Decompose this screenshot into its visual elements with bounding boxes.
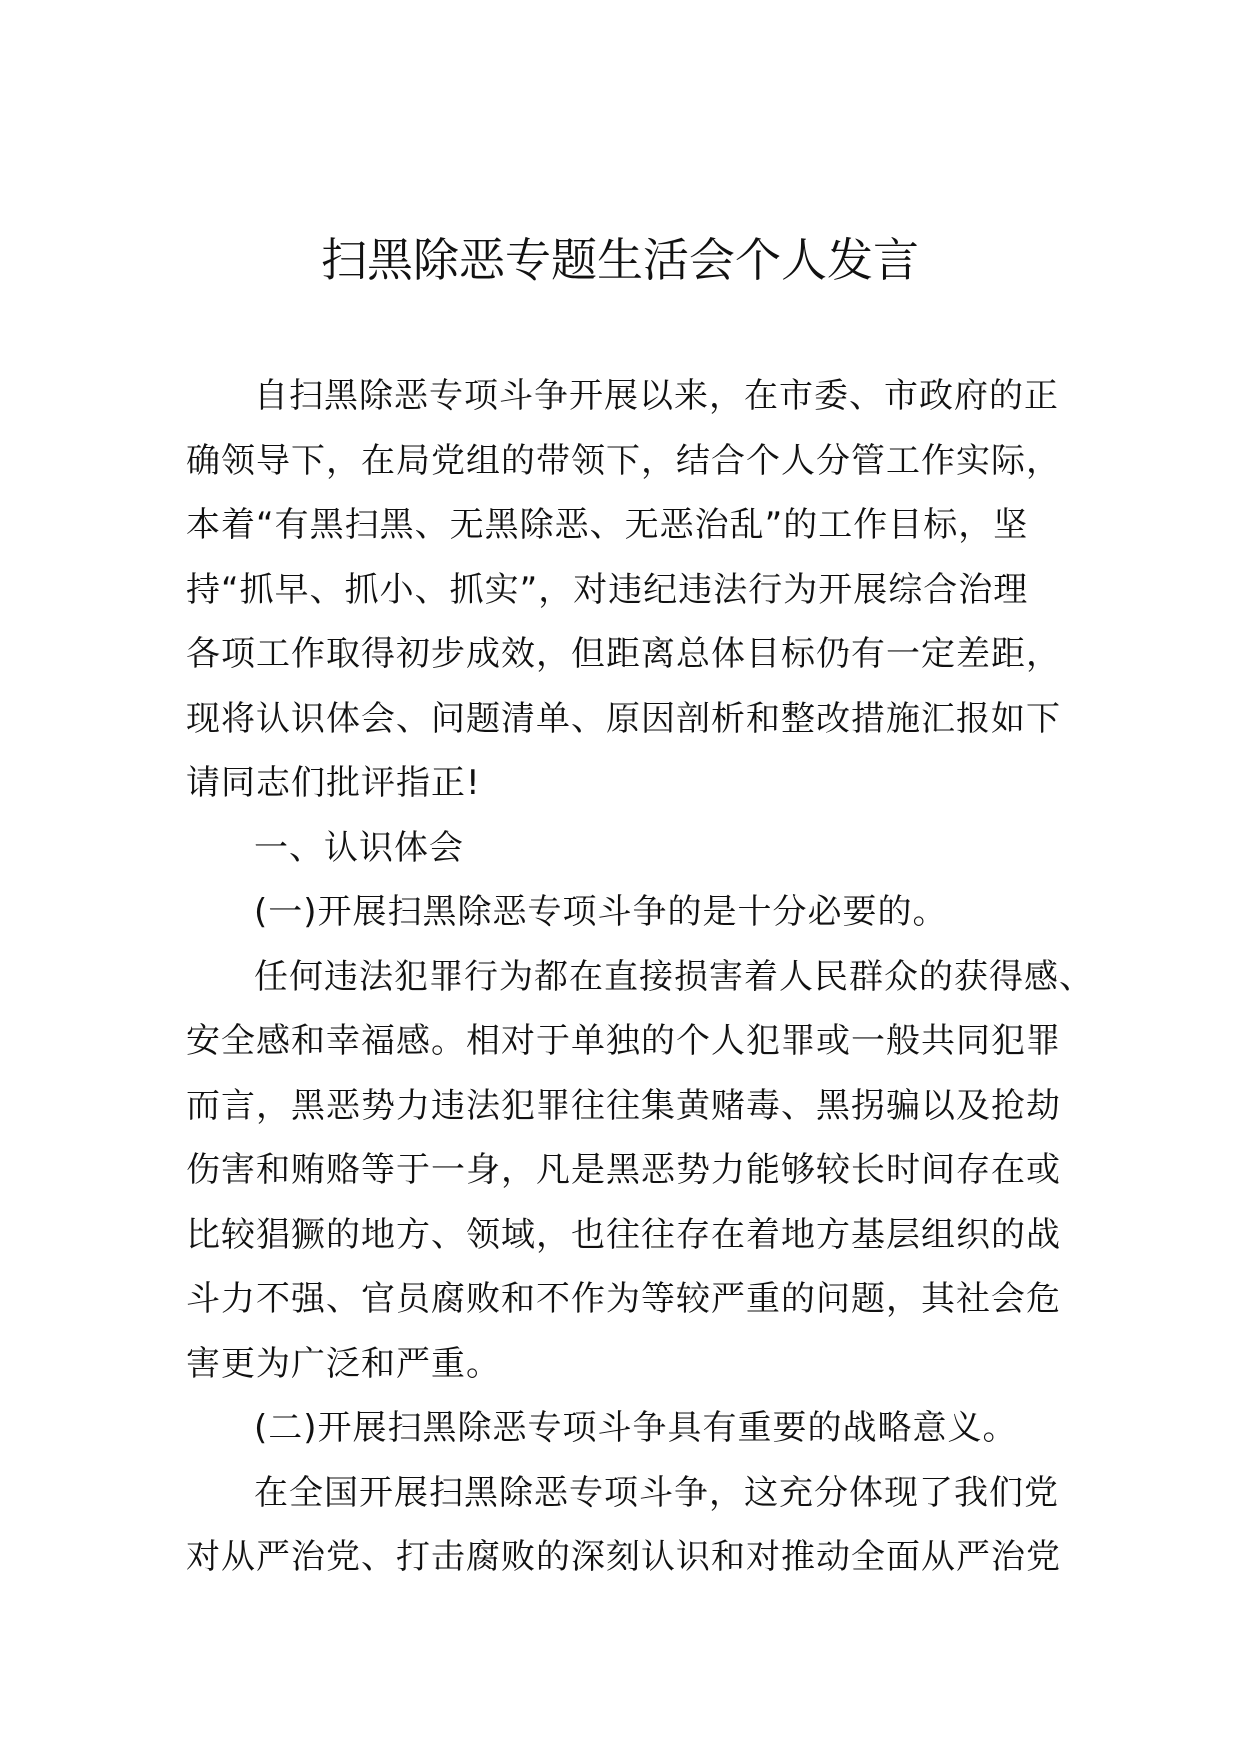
paragraph-line: 对从严治党、打击腐败的深刻认识和对推动全面从严治党 — [186, 1537, 1061, 1577]
paragraph-line: 持“抓早、抓小、抓实”，对违纪违法行为开展综合治理 — [186, 569, 1029, 610]
paragraph-line: 请同志们批评指正! — [186, 763, 481, 803]
paragraph-line: 在全国开展扫黑除恶专项斗争，这充分体现了我们党 — [254, 1472, 1059, 1513]
subsection-heading: (一)开展扫黑除恶专项斗争的是十分必要的。 — [254, 892, 948, 932]
document-body — [186, 364, 1094, 1590]
document-title: 扫黑除恶专题生活会个人发言 — [321, 233, 919, 287]
paragraph-line: 现将认识体会、问题清单、原因剖析和整改措施汇报如下 — [186, 698, 1061, 739]
paragraph-line: 害更为广泛和严重。 — [186, 1343, 501, 1384]
paragraph-line: 而言，黑恶势力违法犯罪往往集黄赌毒、黑拐骗以及抢劫 — [186, 1085, 1061, 1126]
paragraph-line: 比较猖獗的地方、领域，也往往存在着地方基层组织的战 — [186, 1214, 1061, 1255]
section-heading: 一、认识体会 — [254, 827, 464, 868]
paragraph-line: 伤害和贿赂等于一身，凡是黑恶势力能够较长时间存在或 — [186, 1150, 1061, 1190]
paragraph-line: 各项工作取得初步成效，但距离总体目标仍有一定差距， — [186, 634, 1061, 674]
paragraph-line: 确领导下，在局党组的带领下，结合个人分管工作实际， — [186, 440, 1061, 481]
paragraph-line: 自扫黑除恶专项斗争开展以来，在市委、市政府的正 — [254, 376, 1059, 416]
subsection-heading: (二)开展扫黑除恶专项斗争具有重要的战略意义。 — [254, 1408, 1018, 1448]
paragraph-line: 任何违法犯罪行为都在直接损害着人民群众的获得感、 — [254, 956, 1094, 997]
paragraph-line: 斗力不强、官员腐败和不作为等较严重的问题，其社会危 — [186, 1279, 1061, 1319]
paragraph-line: 安全感和幸福感。相对于单独的个人犯罪或一般共同犯罪 — [186, 1021, 1061, 1061]
paragraph-line: 本着“有黑扫黑、无黑除恶、无恶治乱”的工作目标，坚 — [186, 505, 1029, 545]
